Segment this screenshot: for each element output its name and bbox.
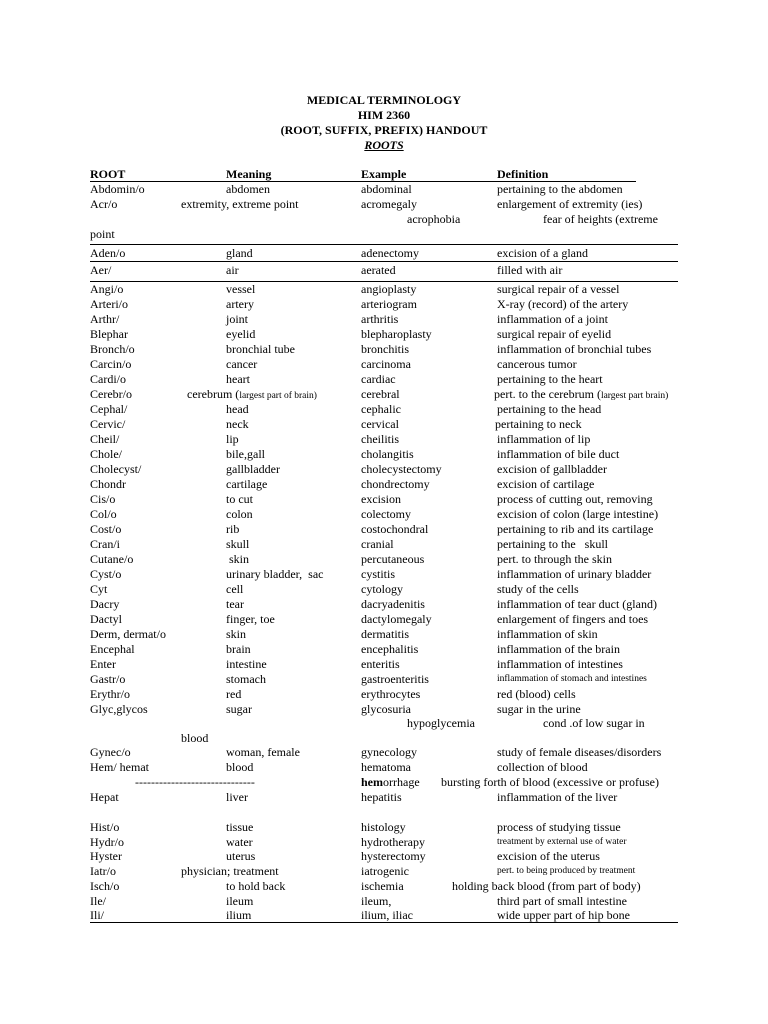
meaning-cell: eyelid xyxy=(226,327,256,341)
table-row xyxy=(0,537,768,552)
example-cell: dacryadenitis xyxy=(361,597,425,611)
meaning-cell: liver xyxy=(226,790,248,804)
definition-cell: inflammation of intestines xyxy=(497,657,623,671)
root-cell: Cervic/ xyxy=(90,417,126,431)
root-cell: Cardi/o xyxy=(90,372,126,386)
example-cell: carcinoma xyxy=(361,357,411,371)
root-cell: Cyt xyxy=(90,582,108,596)
meaning-cell: woman, female xyxy=(226,745,300,759)
table-row xyxy=(0,745,768,760)
root-cell: Cheil/ xyxy=(90,432,120,446)
definition-cell: collection of blood xyxy=(497,760,588,774)
meaning-cell: rib xyxy=(226,522,240,536)
table-row xyxy=(0,894,768,909)
example-cell: hypoglycemia xyxy=(407,716,475,730)
definition-cell: pertaining to the skull xyxy=(497,537,608,551)
example-cell xyxy=(361,775,420,790)
definition-cell: process of cutting out, removing xyxy=(497,492,653,506)
example-cell: cervical xyxy=(361,417,399,431)
example-cell: percutaneous xyxy=(361,552,425,566)
meaning-cell: heart xyxy=(226,372,250,386)
root-cell: Arteri/o xyxy=(90,297,128,311)
table-row xyxy=(0,522,768,537)
definition-cell: holding back blood (from part of body) xyxy=(452,879,641,893)
definition-cell: inflammation of the brain xyxy=(497,642,620,656)
meaning-cell: water xyxy=(226,835,253,849)
document-title: MEDICAL TERMINOLOGY xyxy=(306,93,462,107)
meaning-cell: skin xyxy=(226,627,247,641)
meaning-cell: bronchial tube xyxy=(226,342,295,356)
definition-cell: third part of small intestine xyxy=(497,894,627,908)
root-cell: Cran/i xyxy=(90,537,120,551)
table-row xyxy=(0,432,768,447)
example-bold-prefix: hem xyxy=(361,775,383,789)
meaning-cell: red xyxy=(226,687,242,701)
definition-text: pert. to the cerebrum ( xyxy=(494,387,601,401)
table-row xyxy=(0,197,768,212)
example-cell: arthritis xyxy=(361,312,399,326)
table-row xyxy=(0,342,768,357)
table-row xyxy=(0,702,768,717)
meaning-cell: vessel xyxy=(226,282,256,296)
table-row xyxy=(0,627,768,642)
table-row xyxy=(0,477,768,492)
root-cell: Arthr/ xyxy=(90,312,120,326)
root-cell: Cerebr/o xyxy=(90,387,132,401)
meaning-cell: finger, toe xyxy=(226,612,275,626)
meaning-cell: tear xyxy=(226,597,244,611)
definition-cell: pertaining to the abdomen xyxy=(497,182,623,196)
root-cell: Chondr xyxy=(90,477,126,491)
definition-cell: inflammation of the liver xyxy=(497,790,618,804)
definition-cell: study of the cells xyxy=(497,582,579,596)
example-cell: gynecology xyxy=(361,745,417,759)
root-cell: Enter xyxy=(90,657,116,671)
table-row xyxy=(0,402,768,417)
root-cell: Carcin/o xyxy=(90,357,132,371)
definition-cell: sugar in the urine xyxy=(497,702,581,716)
table-row xyxy=(0,417,768,432)
root-cell: Cis/o xyxy=(90,492,116,506)
root-cell: Aer/ xyxy=(90,263,112,277)
meaning-text: cerebrum ( xyxy=(187,387,240,401)
meaning-cell: ileum xyxy=(226,894,254,908)
root-cell: Cost/o xyxy=(90,522,122,536)
example-cell: erythrocytes xyxy=(361,687,421,701)
table-row xyxy=(0,612,768,627)
table-row xyxy=(0,227,768,242)
example-cell: ilium, iliac xyxy=(361,908,413,922)
definition-cell: fear of heights (extreme xyxy=(543,212,658,226)
meaning-cell: neck xyxy=(226,417,249,431)
example-cell: ischemia xyxy=(361,879,404,893)
meaning-cell: artery xyxy=(226,297,254,311)
table-row xyxy=(0,462,768,477)
example-cell: cheilitis xyxy=(361,432,399,446)
root-cell: Ili/ xyxy=(90,908,104,922)
definition-cell: excision of colon (large intestine) xyxy=(497,507,659,521)
table-row xyxy=(0,312,768,327)
root-cell: Hydr/o xyxy=(90,835,124,849)
meaning-cell: tissue xyxy=(226,820,254,834)
table-row xyxy=(0,716,768,731)
handout-subtitle: (ROOT, SUFFIX, PREFIX) HANDOUT xyxy=(280,123,488,137)
wrapped-text: blood xyxy=(181,731,209,745)
meaning-cell: colon xyxy=(226,507,253,521)
root-cell: Hem/ hemat xyxy=(90,760,149,774)
example-cell: iatrogenic xyxy=(361,864,409,878)
definition-cell: red (blood) cells xyxy=(497,687,576,701)
table-row xyxy=(0,835,768,850)
table-row xyxy=(0,597,768,612)
definition-cell: pertaining to rib and its cartilage xyxy=(497,522,654,536)
example-cell: cholecystectomy xyxy=(361,462,442,476)
definition-cell: pert. to through the skin xyxy=(497,552,612,566)
example-cell: gastroenteritis xyxy=(361,672,429,686)
root-cell: Blephar xyxy=(90,327,128,341)
root-cell: Derm, dermat/o xyxy=(90,627,166,641)
example-cell: adenectomy xyxy=(361,246,419,260)
root-cell: Cholecyst/ xyxy=(90,462,142,476)
definition-cell: study of female diseases/disorders xyxy=(497,745,662,759)
definition-cell: inflammation of lip xyxy=(497,432,591,446)
example-cell: hysterectomy xyxy=(361,849,426,863)
example-cell: glycosuria xyxy=(361,702,411,716)
meaning-cell: skin xyxy=(226,552,250,566)
header-meaning: Meaning xyxy=(226,167,272,181)
example-rest: orrhage xyxy=(383,775,420,789)
definition-cell: excision of gallbladder xyxy=(497,462,607,476)
table-row xyxy=(0,282,768,297)
table-row xyxy=(0,492,768,507)
meaning-cell: gallbladder xyxy=(226,462,280,476)
definition-note: largest part brain) xyxy=(600,391,669,401)
meaning-cell: intestine xyxy=(226,657,267,671)
definition-cell: X-ray (record) of the artery xyxy=(497,297,629,311)
definition-cell: inflammation of a joint xyxy=(497,312,608,326)
section-heading: ROOTS xyxy=(364,138,404,152)
definition-cell: bursting forth of blood (excessive or profuse) xyxy=(441,775,659,789)
row-divider xyxy=(90,261,678,262)
row-divider xyxy=(90,244,678,245)
example-cell: cranial xyxy=(361,537,394,551)
root-cell: Gastr/o xyxy=(90,672,126,686)
definition-cell: inflammation of tear duct (gland) xyxy=(497,597,657,611)
example-cell: excision xyxy=(361,492,401,506)
example-cell: abdominal xyxy=(361,182,412,196)
definition-cell: pertaining to neck xyxy=(495,417,582,431)
root-cell: Hyster xyxy=(90,849,122,863)
definition-cell: pertaining to the head xyxy=(497,402,602,416)
meaning-cell: cartilage xyxy=(226,477,268,491)
example-cell: encephalitis xyxy=(361,642,419,656)
root-cell: Cyst/o xyxy=(90,567,122,581)
meaning-cell: lip xyxy=(226,432,239,446)
table-row xyxy=(0,297,768,312)
table-row xyxy=(0,246,768,261)
table-row xyxy=(0,672,768,687)
table-row xyxy=(0,582,768,597)
root-cell: Angi/o xyxy=(90,282,124,296)
definition-cell: inflammation of bile duct xyxy=(497,447,620,461)
root-cell: Chole/ xyxy=(90,447,122,461)
example-cell: arteriogram xyxy=(361,297,417,311)
table-row xyxy=(0,687,768,702)
table-row xyxy=(0,327,768,342)
root-cell: Acr/o xyxy=(90,197,118,211)
root-cell: Iatr/o xyxy=(90,864,116,878)
definition-cell: pert. to being produced by treatment xyxy=(497,866,636,876)
example-cell: chondrectomy xyxy=(361,477,430,491)
meaning-cell: cancer xyxy=(226,357,258,371)
root-cell: Encephal xyxy=(90,642,135,656)
table-row xyxy=(0,849,768,864)
meaning-cell: sugar xyxy=(226,702,252,716)
example-cell: cytology xyxy=(361,582,403,596)
definition-cell: cancerous tumor xyxy=(497,357,577,371)
root-cell: Ile/ xyxy=(90,894,106,908)
table-row xyxy=(0,387,768,402)
header-example: Example xyxy=(361,167,407,181)
example-cell: angioplasty xyxy=(361,282,417,296)
meaning-cell: to cut xyxy=(226,492,253,506)
root-cell: Abdomin/o xyxy=(90,182,145,196)
meaning-cell: brain xyxy=(226,642,251,656)
definition-cell: inflammation of bronchial tubes xyxy=(497,342,652,356)
meaning-cell: to hold back xyxy=(226,879,286,893)
root-cell: Glyc,glycos xyxy=(90,702,148,716)
definition-cell: inflammation of skin xyxy=(497,627,598,641)
meaning-note: largest part of brain) xyxy=(239,391,317,401)
table-row xyxy=(0,263,768,278)
root-cell: Col/o xyxy=(90,507,117,521)
example-cell: costochondral xyxy=(361,522,429,536)
root-cell: Dacry xyxy=(90,597,120,611)
header-definition: Definition xyxy=(497,167,549,181)
meaning-cell: blood xyxy=(226,760,254,774)
table-row xyxy=(0,567,768,582)
definition-cell: cond .of low sugar in xyxy=(543,716,645,730)
definition-cell: excision of a gland xyxy=(497,246,588,260)
example-cell: aerated xyxy=(361,263,396,277)
dashed-separator: ------------------------------ xyxy=(135,775,255,789)
definition-cell: process of studying tissue xyxy=(497,820,621,834)
example-cell: cephalic xyxy=(361,402,401,416)
example-cell: hydrotherapy xyxy=(361,835,425,849)
root-cell: Cephal/ xyxy=(90,402,128,416)
meaning-cell: abdomen xyxy=(226,182,270,196)
table-row xyxy=(0,731,768,746)
table-row xyxy=(0,864,768,879)
root-cell: Dactyl xyxy=(90,612,122,626)
example-cell: histology xyxy=(361,820,406,834)
example-cell: hepatitis xyxy=(361,790,402,804)
example-cell: blepharoplasty xyxy=(361,327,432,341)
root-cell: Isch/o xyxy=(90,879,120,893)
root-cell: Cutane/o xyxy=(90,552,134,566)
definition-cell: enlargement of extremity (ies) xyxy=(497,197,643,211)
root-cell: Bronch/o xyxy=(90,342,135,356)
meaning-cell: cell xyxy=(226,582,244,596)
example-cell: ileum, xyxy=(361,894,392,908)
meaning-cell: joint xyxy=(226,312,249,326)
table-row xyxy=(0,507,768,522)
table-row xyxy=(0,642,768,657)
table-row xyxy=(0,879,768,894)
definition-cell: wide upper part of hip bone xyxy=(497,908,630,922)
meaning-cell: bile,gall xyxy=(226,447,265,461)
example-cell: cystitis xyxy=(361,567,396,581)
definition-cell: treatment by external use of water xyxy=(497,837,627,847)
root-cell: Hepat xyxy=(90,790,119,804)
meaning-cell: uterus xyxy=(226,849,256,863)
definition-cell: filled with air xyxy=(497,263,563,277)
definition-cell: pertaining to the heart xyxy=(497,372,603,386)
root-cell: Erythr/o xyxy=(90,687,130,701)
example-cell: bronchitis xyxy=(361,342,409,356)
example-cell: acromegaly xyxy=(361,197,417,211)
wrapped-text: point xyxy=(90,227,115,241)
meaning-cell: ilium xyxy=(226,908,252,922)
example-cell: cholangitis xyxy=(361,447,414,461)
root-cell: Gynec/o xyxy=(90,745,131,759)
table-row xyxy=(0,212,768,227)
definition-cell: excision of cartilage xyxy=(497,477,595,491)
example-cell: hematoma xyxy=(361,760,411,774)
meaning-cell: gland xyxy=(226,246,253,260)
example-cell: enteritis xyxy=(361,657,400,671)
definition-cell: inflammation of urinary bladder xyxy=(497,567,652,581)
table-row xyxy=(0,820,768,835)
definition-cell: inflammation of stomach and intestines xyxy=(497,674,647,684)
table-row xyxy=(0,657,768,672)
table-row xyxy=(0,775,768,790)
meaning-cell: head xyxy=(226,402,249,416)
table-row xyxy=(0,182,768,197)
course-code: HIM 2360 xyxy=(357,108,411,122)
definition-cell: enlargement of fingers and toes xyxy=(497,612,649,626)
definition-cell: surgical repair of a vessel xyxy=(497,282,620,296)
meaning-cell: skull xyxy=(226,537,250,551)
table-row xyxy=(0,357,768,372)
meaning-cell: stomach xyxy=(226,672,266,686)
table-row xyxy=(0,372,768,387)
root-cell: Aden/o xyxy=(90,246,126,260)
table-row xyxy=(0,760,768,775)
example-cell: cardiac xyxy=(361,372,396,386)
definition-cell: surgical repair of eyelid xyxy=(497,327,612,341)
header-root: ROOT xyxy=(90,167,126,181)
table-row xyxy=(0,908,768,923)
root-cell: Hist/o xyxy=(90,820,120,834)
meaning-cell: extremity, extreme point xyxy=(181,197,299,211)
meaning-cell: physician; treatment xyxy=(181,864,279,878)
meaning-cell: air xyxy=(226,263,239,277)
table-row xyxy=(0,552,768,567)
example-cell: dermatitis xyxy=(361,627,409,641)
example-cell: cerebral xyxy=(361,387,400,401)
definition-cell: excision of the uterus xyxy=(497,849,600,863)
meaning-cell: urinary bladder, sac xyxy=(226,567,324,581)
example-cell: dactylomegaly xyxy=(361,612,432,626)
example-cell: acrophobia xyxy=(407,212,461,226)
table-row xyxy=(0,447,768,462)
table-row xyxy=(0,790,768,805)
example-cell: colectomy xyxy=(361,507,411,521)
